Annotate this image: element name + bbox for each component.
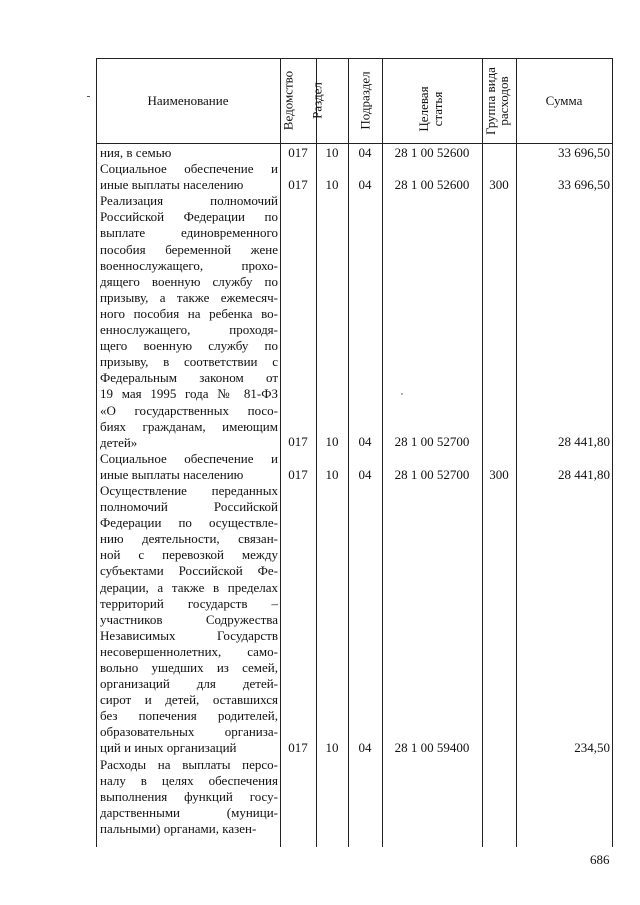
- row-5-summa: 234,50: [574, 740, 610, 755]
- row-2-razdel: 10: [325, 177, 339, 192]
- scan-speck: [401, 393, 403, 395]
- margin-mark: [87, 96, 90, 97]
- name-line: без попечения родителей,: [100, 708, 278, 724]
- name-line: организаций для детей-: [100, 676, 278, 692]
- name-column: [100, 145, 278, 837]
- name-line: «О государственных посо-: [100, 402, 278, 418]
- name-line: Независимых Государств: [100, 627, 278, 643]
- header-celevaya-line2: статья: [430, 91, 445, 127]
- name-line: Федерации по осуществле-: [100, 515, 278, 531]
- row-3-podrazdel: 04: [358, 434, 372, 449]
- name-line: выполнения функций госу-: [100, 788, 278, 804]
- name-line: пособия беременной жене: [100, 241, 278, 257]
- table-right-border: [612, 58, 613, 847]
- name-line: военнослужащего, прохо-: [100, 257, 278, 273]
- name-line: налу в целях обеспечения: [100, 772, 278, 788]
- row-3-razdel: 10: [325, 434, 339, 449]
- page-number: 686: [590, 852, 610, 867]
- row-3-celevaya: 28 1 00 52700: [394, 434, 470, 449]
- name-line: выплате единовременного: [100, 225, 278, 241]
- row-5-celevaya: 28 1 00 59400: [394, 740, 470, 755]
- row-4-vedomstvo: 017: [288, 467, 308, 482]
- row-2-celevaya: 28 1 00 52600: [394, 177, 470, 192]
- name-line: ной с перевозкой между: [100, 547, 278, 563]
- name-line: Реализация полномочий: [100, 193, 278, 209]
- name-line: Российской Федерации по: [100, 209, 278, 225]
- name-line: 19 мая 1995 года № 81-ФЗ: [100, 386, 278, 402]
- table-left-border: [96, 58, 97, 847]
- header-bottom-border: [96, 143, 613, 144]
- row-2-summa: 33 696,50: [558, 177, 610, 192]
- header-podrazdel: Подраздел: [357, 71, 373, 130]
- row-2-gruppa: 300: [489, 177, 509, 192]
- row-1-podrazdel: 04: [358, 145, 372, 160]
- header-gruppa-vida-rashodov: [484, 61, 514, 141]
- row-1-summa: 33 696,50: [558, 145, 610, 160]
- row-4-gruppa: 300: [489, 467, 509, 482]
- name-line: образовательных организа-: [100, 724, 278, 740]
- row-3-summa: 28 441,80: [558, 434, 610, 449]
- name-line: дерации, а также в пределах: [100, 579, 278, 595]
- name-line: субъектами Российской Фе-: [100, 563, 278, 579]
- row-4-podrazdel: 04: [358, 467, 372, 482]
- header-summa: Сумма: [545, 93, 583, 108]
- name-line: призыву, в соответствии с: [100, 354, 278, 370]
- name-line: пальными) органами, казен-: [100, 820, 257, 836]
- name-line: вольно ушедших из семей,: [100, 660, 278, 675]
- header-celevaya-statya: [417, 59, 447, 159]
- row-1-vedomstvo: 017: [288, 145, 308, 160]
- name-line: дящего военную службу по: [100, 273, 278, 289]
- table-top-border: [96, 58, 613, 59]
- name-line: Осуществление переданных: [100, 482, 278, 498]
- name-line: несовершеннолетних, само-: [100, 643, 278, 659]
- header-vedomstvo: Ведомство: [280, 70, 296, 131]
- row-2-podrazdel: 04: [358, 177, 372, 192]
- row-3-vedomstvo: 017: [288, 434, 308, 449]
- header-razdel: Раздел: [309, 82, 325, 119]
- name-line: Социальное обеспечение и: [100, 450, 278, 466]
- name-line: щего военную службу по: [100, 338, 278, 354]
- name-line: дарственными (муници-: [100, 804, 278, 820]
- name-line: территорий государств –: [100, 595, 278, 611]
- row-1-celevaya: 28 1 00 52600: [394, 145, 470, 160]
- name-line: иные выплаты населению: [100, 466, 244, 482]
- row-5-razdel: 10: [325, 740, 339, 755]
- name-line: Социальное обеспечение и: [100, 161, 278, 177]
- row-4-celevaya: 28 1 00 52700: [394, 467, 470, 482]
- name-line: детей»: [100, 434, 138, 450]
- name-line: иные выплаты населению: [100, 177, 244, 193]
- header-gruppa-line2: расходов: [496, 76, 511, 126]
- name-line: участников Содружества: [100, 611, 278, 627]
- row-5-podrazdel: 04: [358, 740, 372, 755]
- row-5-vedomstvo: 017: [288, 740, 308, 755]
- name-line: ций и иных организаций: [100, 740, 237, 756]
- row-1-razdel: 10: [325, 145, 339, 160]
- name-line: ния, в семью: [100, 145, 172, 160]
- header-name: Наименование: [147, 93, 229, 108]
- name-line: Расходы на выплаты персо-: [100, 756, 278, 772]
- header-gruppa-line1: Группа вида: [483, 67, 498, 135]
- row-2-vedomstvo: 017: [288, 177, 308, 192]
- header-celevaya-line1: Целевая: [416, 86, 431, 132]
- name-line: биях гражданам, имеющим: [100, 418, 278, 434]
- name-line: сирот и детей, оставшихся: [100, 692, 278, 708]
- name-line: полномочий Российской: [100, 499, 278, 515]
- row-4-summa: 28 441,80: [558, 467, 610, 482]
- name-line: ного пособия на ребенка во-: [100, 305, 278, 321]
- row-4-razdel: 10: [325, 467, 339, 482]
- name-line: еннослужащего, проходя-: [100, 322, 278, 338]
- name-line: Федеральным законом от: [100, 370, 278, 386]
- name-line: призыву, а также ежемесяч-: [100, 289, 278, 305]
- name-line: нию деятельности, связан-: [100, 531, 278, 547]
